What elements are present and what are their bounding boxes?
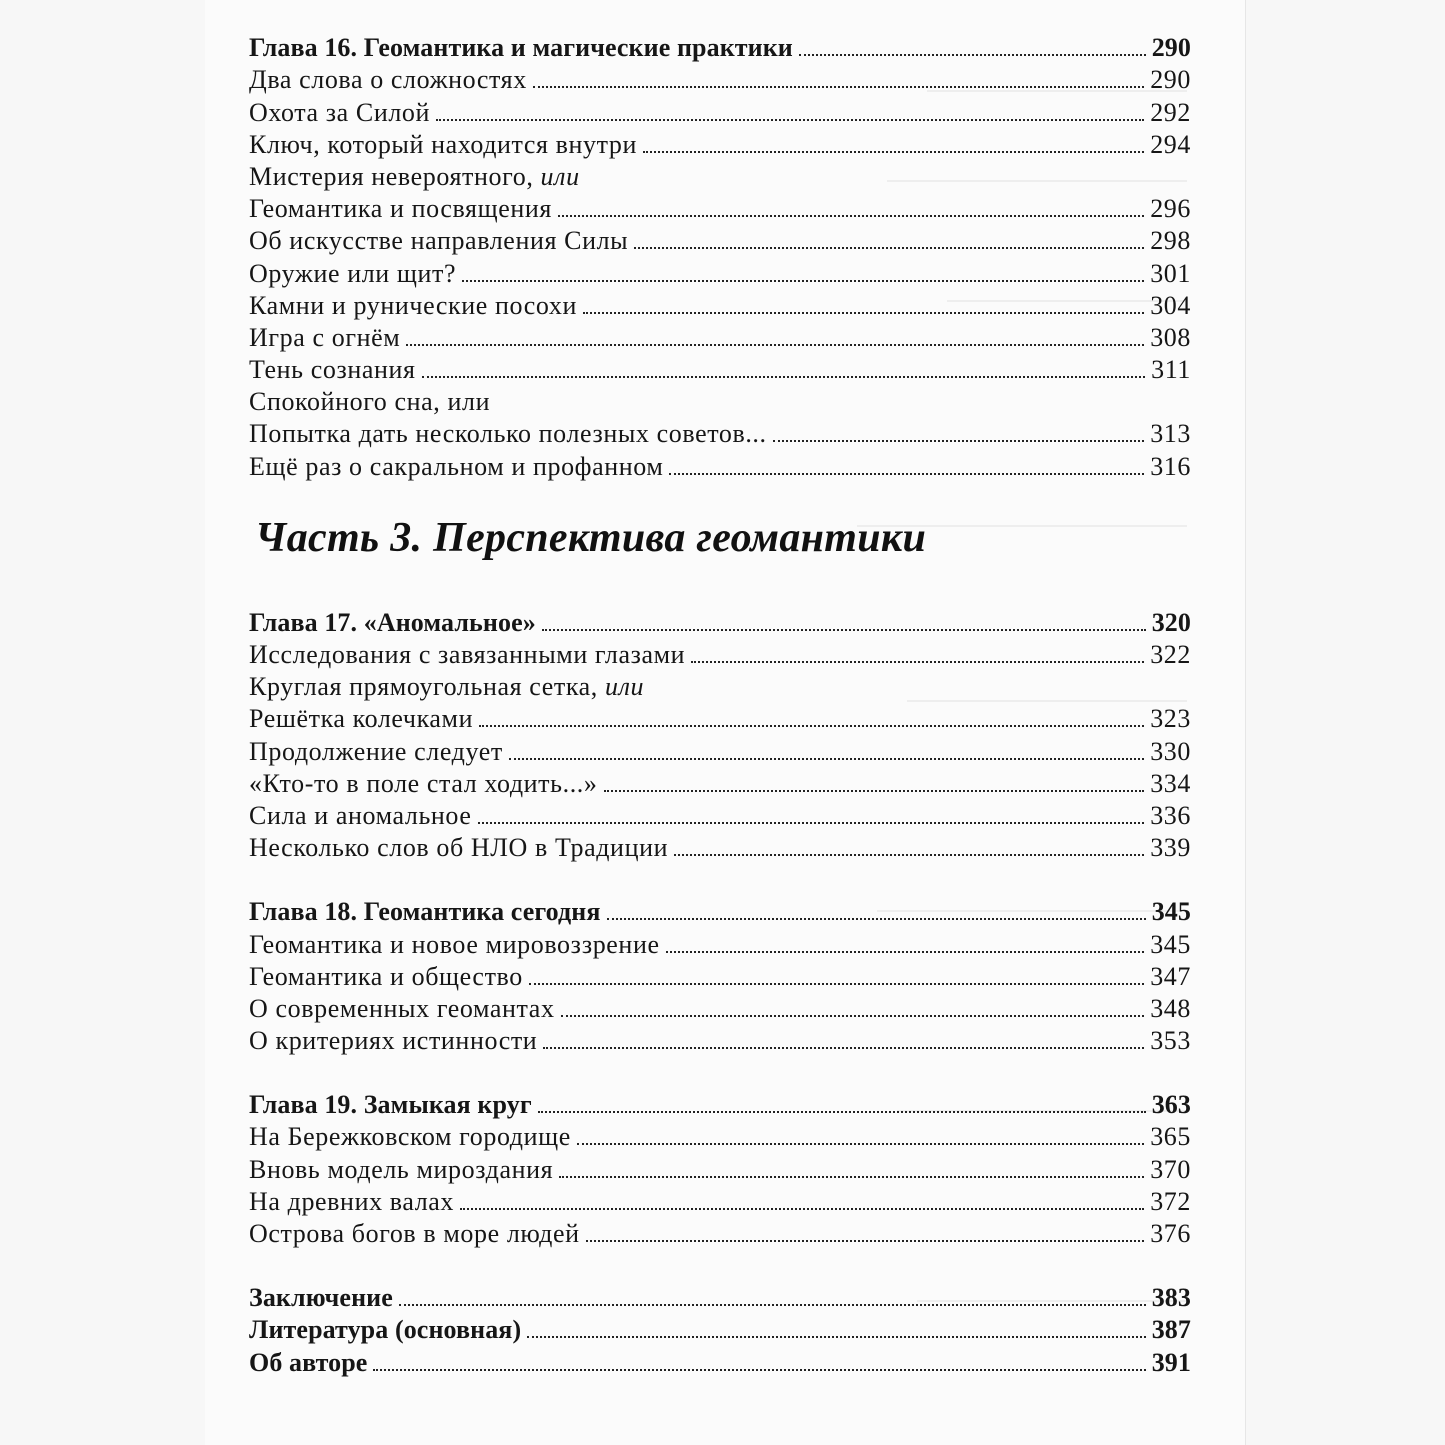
page-number: 320	[1151, 607, 1191, 637]
toc-entry[interactable]	[249, 800, 1191, 832]
spacer	[249, 864, 1191, 896]
dot-leader	[479, 724, 1144, 727]
dot-leader	[460, 1207, 1144, 1210]
toc-entry[interactable]	[249, 1121, 1191, 1153]
entry-title: Два слова о сложностях	[249, 65, 527, 95]
toc-entry[interactable]	[249, 993, 1191, 1025]
entry-title: Ключ, который находится внутри	[249, 129, 638, 159]
dot-leader	[538, 1110, 1146, 1113]
dot-leader	[674, 853, 1144, 856]
entry-title: Исследования с завязанными глазами	[249, 640, 686, 669]
page-number: 313	[1150, 419, 1191, 449]
entry-title: Геомантика и новое мировоззрение	[249, 929, 660, 959]
page-number: 383	[1151, 1283, 1191, 1313]
dot-leader	[577, 1142, 1144, 1145]
dot-leader	[666, 950, 1145, 953]
entry-title: На Бережковском городище	[249, 1122, 571, 1152]
dot-leader	[509, 757, 1144, 760]
page-number: 323	[1150, 704, 1191, 734]
page-number: 292	[1150, 97, 1191, 127]
page-number: 294	[1150, 129, 1191, 159]
dot-leader	[533, 85, 1144, 88]
chapter-heading[interactable]	[249, 32, 1191, 64]
toc-entry[interactable]	[249, 257, 1191, 289]
entry-title: Об искусстве направления Силы	[249, 226, 629, 256]
dot-leader	[478, 821, 1145, 824]
toc-entry[interactable]	[249, 1218, 1191, 1250]
entry-title: Попытка дать несколько полезных советов...	[249, 419, 767, 449]
dot-leader	[436, 118, 1144, 121]
page-number: 376	[1150, 1219, 1191, 1248]
page-number: 387	[1151, 1315, 1191, 1345]
page-number: 290	[1151, 33, 1191, 63]
entry-title	[249, 161, 580, 193]
dot-leader	[543, 1046, 1144, 1049]
page-number: 336	[1150, 800, 1191, 830]
toc-entry[interactable]	[249, 832, 1191, 864]
toc-entry[interactable]	[249, 64, 1191, 96]
chapter-17-section	[249, 607, 1191, 865]
dot-leader	[799, 53, 1146, 56]
toc-entry-continued[interactable]	[249, 671, 1191, 703]
entry-title: Спокойного сна, или	[249, 387, 491, 417]
entry-title: Решётка колечками	[249, 704, 474, 734]
dot-leader	[604, 789, 1145, 792]
backmatter-entry[interactable]	[249, 1282, 1191, 1314]
page-number: 330	[1150, 736, 1191, 766]
entry-title: На древних валах	[249, 1186, 455, 1216]
page-number: 301	[1150, 258, 1191, 288]
entry-title: Тень сознания	[249, 355, 416, 385]
spacer	[249, 1250, 1191, 1282]
dot-leader	[558, 214, 1144, 217]
toc-entry[interactable]	[249, 1153, 1191, 1185]
toc-entry-continued[interactable]	[249, 161, 1191, 193]
page-number: 365	[1150, 1122, 1191, 1152]
dot-leader	[634, 246, 1144, 249]
page-number: 304	[1150, 290, 1191, 320]
entry-title-italic: или	[605, 672, 645, 702]
toc-entry[interactable]	[249, 225, 1191, 257]
entry-title: Об авторе	[249, 1347, 368, 1377]
toc-entry[interactable]	[249, 639, 1191, 671]
dot-leader	[691, 660, 1144, 663]
toc-entry[interactable]	[249, 961, 1191, 993]
entry-title-text: Круглая прямоугольная сетка,	[249, 672, 606, 702]
toc-entry[interactable]	[249, 928, 1191, 960]
dot-leader	[559, 1175, 1144, 1178]
toc-entry[interactable]	[249, 322, 1191, 354]
toc-entry[interactable]	[249, 1025, 1191, 1057]
page-number: 345	[1150, 929, 1191, 959]
dot-leader	[542, 628, 1146, 631]
toc-entry[interactable]	[249, 768, 1191, 800]
page-number: 296	[1150, 194, 1191, 224]
chapter-18-section	[249, 896, 1191, 1057]
chapter-title: Глава 16. Геомантика и магические практики	[249, 33, 793, 63]
toc-entry[interactable]	[249, 129, 1191, 161]
toc-entry[interactable]	[249, 354, 1191, 386]
entry-title: Несколько слов об НЛО в Традиции	[249, 833, 669, 863]
backmatter-section	[249, 1282, 1191, 1379]
dot-leader	[583, 311, 1144, 314]
dot-leader	[561, 1014, 1145, 1017]
entry-title: Игра с огнём	[249, 322, 401, 352]
toc-entry[interactable]	[249, 418, 1191, 450]
toc-entry[interactable]	[249, 1186, 1191, 1218]
page-number: 311	[1151, 355, 1191, 385]
chapter-16-section	[249, 32, 1191, 483]
chapter-title: Глава 19. Замыкая круг	[249, 1090, 532, 1120]
spacer	[249, 1057, 1191, 1089]
page-number: 290	[1150, 65, 1191, 95]
page-number: 334	[1150, 768, 1191, 798]
entry-title: О критериях истинности	[249, 1026, 538, 1056]
chapter-title: Глава 17. «Аномальное»	[249, 607, 536, 637]
page-number: 372	[1150, 1186, 1191, 1216]
page-number: 322	[1150, 640, 1191, 669]
entry-title: Ещё раз о сакральном и профанном	[249, 451, 664, 481]
table-of-contents	[249, 32, 1191, 1379]
page-number: 347	[1150, 961, 1191, 991]
dot-leader	[373, 1368, 1145, 1371]
page-number: 370	[1150, 1154, 1191, 1184]
dot-leader	[422, 375, 1146, 378]
dot-leader	[669, 472, 1144, 475]
dot-leader	[529, 982, 1144, 985]
chapter-19-section	[249, 1089, 1191, 1250]
toc-entry[interactable]	[249, 96, 1191, 128]
entry-title: Продолжение следует	[249, 736, 503, 766]
dot-leader	[406, 343, 1144, 346]
page-number: 391	[1151, 1347, 1191, 1377]
backmatter-entry[interactable]	[249, 1346, 1191, 1378]
toc-entry[interactable]	[249, 193, 1191, 225]
dot-leader	[462, 279, 1144, 282]
entry-title: Геомантика и посвящения	[249, 194, 552, 224]
entry-title: Вновь модель мироздания	[249, 1154, 554, 1184]
entry-title: Заключение	[249, 1283, 393, 1313]
chapter-heading[interactable]	[249, 896, 1191, 928]
toc-entry[interactable]	[249, 450, 1191, 482]
page-number: 339	[1150, 833, 1191, 863]
entry-title: Сила и аномальное	[249, 800, 472, 830]
page-number: 363	[1151, 1090, 1191, 1120]
chapter-heading[interactable]	[249, 607, 1191, 639]
toc-entry-continued[interactable]	[249, 386, 1191, 418]
toc-entry[interactable]	[249, 290, 1191, 322]
entry-title: Геомантика и общество	[249, 961, 523, 991]
page-number: 353	[1150, 1026, 1191, 1056]
page-number: 316	[1150, 451, 1191, 481]
entry-title: Острова богов в море людей	[249, 1219, 580, 1248]
toc-entry[interactable]	[249, 703, 1191, 735]
entry-title: О современных геомантах	[249, 993, 555, 1023]
entry-title	[249, 671, 644, 703]
entry-title: Оружие или щит?	[249, 258, 457, 288]
chapter-title: Глава 18. Геомантика сегодня	[249, 897, 601, 927]
entry-title: «Кто-то в поле стал ходить...»	[249, 768, 598, 798]
part-title: Часть 3. Перспектива геомантики	[255, 514, 927, 561]
entry-title: Охота за Силой	[249, 97, 431, 127]
page-number: 308	[1150, 322, 1191, 352]
entry-title-text: Мистерия невероятного,	[249, 161, 541, 191]
backmatter-entry[interactable]	[249, 1314, 1191, 1346]
dot-leader	[527, 1335, 1145, 1338]
page-number: 345	[1151, 897, 1191, 927]
entry-title-italic: или	[540, 161, 580, 191]
entry-title: Камни и рунические посохи	[249, 290, 577, 320]
dot-leader	[399, 1303, 1146, 1306]
entry-title: Литература (основная)	[249, 1315, 522, 1345]
page-number: 348	[1150, 993, 1191, 1023]
dot-leader	[773, 439, 1145, 442]
toc-entry[interactable]	[249, 735, 1191, 767]
dot-leader	[586, 1239, 1145, 1242]
page-number: 298	[1150, 226, 1191, 256]
chapter-heading[interactable]	[249, 1089, 1191, 1121]
dot-leader	[643, 150, 1144, 153]
dot-leader	[607, 917, 1146, 920]
